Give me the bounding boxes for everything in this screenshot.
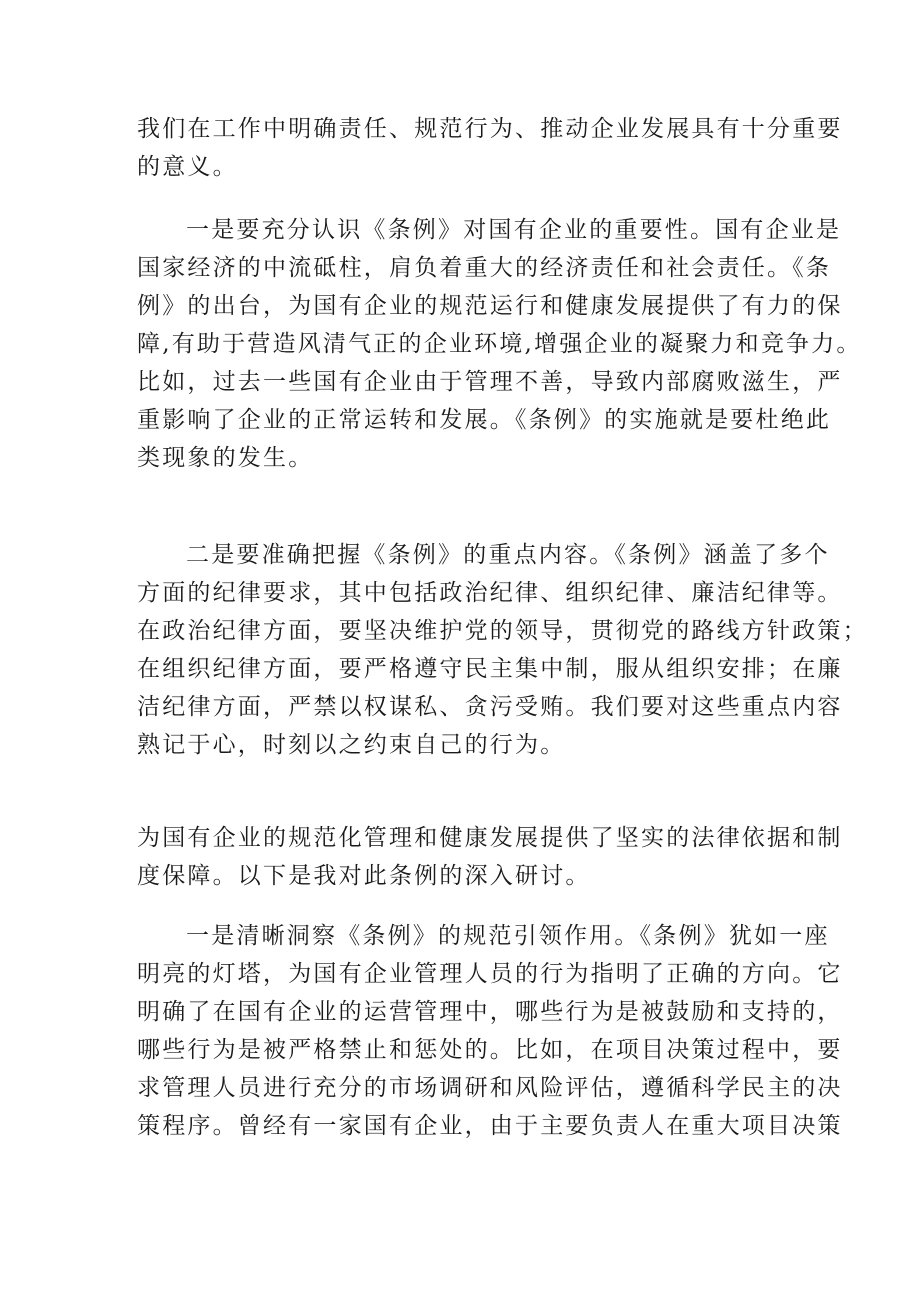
paragraph-line: 度保障。以下是我对此条例的深入研讨。 [137, 863, 591, 889]
paragraph-line: 为国有企业的规范化管理和健康发展提供了坚实的法律依据和制 [137, 825, 843, 851]
paragraph-line: 重影响了企业的正常运转和发展。《条例》的实施就是要杜绝此 [137, 407, 832, 433]
paragraph-4 [137, 917, 843, 1145]
paragraph-line: 方面的纪律要求，其中包括政治纪律、组织纪律、廉洁纪律等。 [137, 580, 843, 606]
paragraph-line: 的意义。 [137, 154, 238, 180]
paragraph-line: 类现象的发生。 [137, 445, 314, 471]
paragraph-line: 例》的出台，为国有企业的规范运行和健康发展提供了有力的保 [137, 293, 843, 319]
paragraph-line: 洁纪律方面，严禁以权谋私、贪污受贿。我们要对这些重点内容 [137, 694, 843, 720]
paragraph-line: 熟记于心，时刻以之约束自己的行为。 [137, 732, 566, 758]
paragraph-line: 比如，过去一些国有企业由于管理不善，导致内部腐败滋生，严 [137, 369, 843, 395]
paragraph-line: 明亮的灯塔，为国有企业管理人员的行为指明了正确的方向。它 [137, 961, 843, 987]
paragraph-line: 障,有助于营造风清气正的企业环境,增强企业的凝聚力和竞争力。 [137, 331, 862, 357]
paragraph-3 [137, 819, 843, 895]
paragraph-line: 哪些行为是被严格禁止和惩处的。比如，在项目决策过程中，要 [137, 1037, 843, 1063]
paragraph-line: 策程序。曾经有一家国有企业，由于主要负责人在重大项目决策 [137, 1113, 843, 1139]
paragraph-line: 我们在工作中明确责任、规范行为、推动企业发展具有十分重要 [137, 116, 843, 142]
paragraph-line: 国家经济的中流砥柱，肩负着重大的经济责任和社会责任。《条 [137, 255, 832, 281]
paragraph-line: 二是要准确把握《条例》的重点内容。《条例》涵盖了多个 [186, 542, 830, 568]
paragraph-line: 一是清晰洞察《条例》的规范引领作用。《条例》犹如一座 [186, 923, 830, 949]
paragraph-line: 在政治纪律方面，要坚决维护党的领导，贯彻党的路线方针政策； [137, 618, 868, 644]
paragraph-2 [137, 536, 868, 764]
paragraph-line: 明确了在国有企业的运营管理中，哪些行为是被鼓励和支持的， [137, 999, 843, 1025]
paragraph-line: 求管理人员进行充分的市场调研和风险评估，遵循科学民主的决 [137, 1075, 843, 1101]
paragraph-0 [137, 110, 843, 186]
paragraph-1 [137, 211, 862, 477]
paragraph-line: 一是要充分认识《条例》对国有企业的重要性。国有企业是 [186, 217, 842, 243]
paragraph-line: 在组织纪律方面，要严格遵守民主集中制，服从组织安排；在廉 [137, 656, 843, 682]
